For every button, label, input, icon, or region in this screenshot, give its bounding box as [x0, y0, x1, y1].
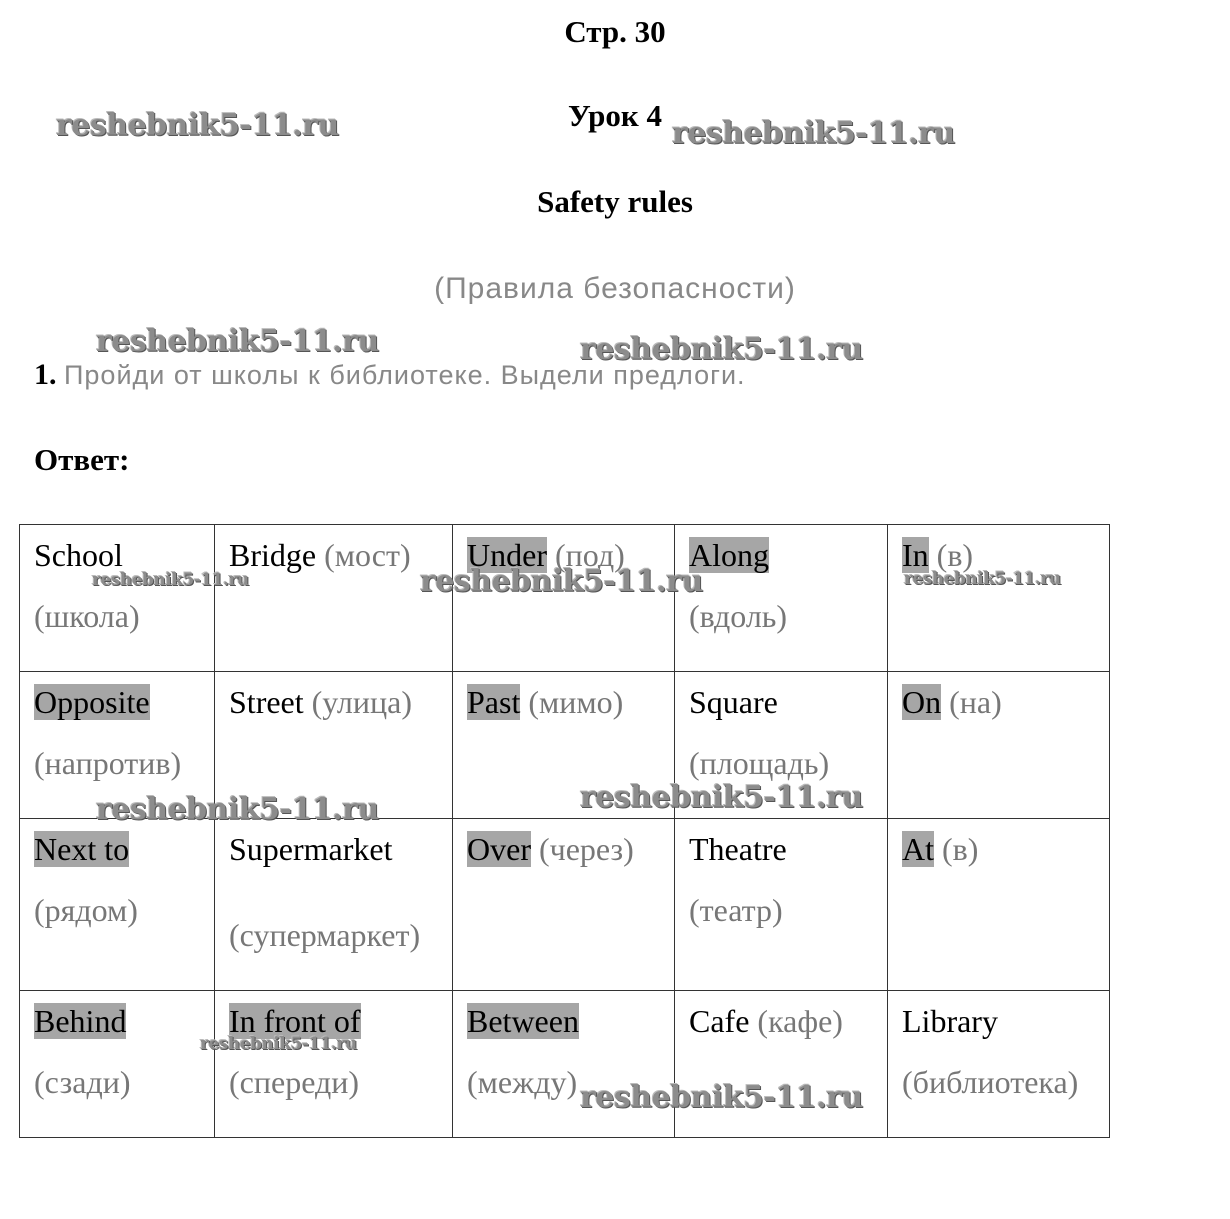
table-row — [20, 819, 1110, 991]
table-cell — [215, 819, 453, 991]
cell-word-en: Over — [467, 831, 531, 867]
table-cell — [675, 525, 888, 672]
cell-word-en: School — [34, 537, 123, 573]
cell-word-ru: (рядом) — [34, 892, 138, 928]
watermark: reshebnik5-11.ru — [580, 332, 863, 367]
watermark: reshebnik5-11.ru — [96, 792, 379, 827]
cell-word-ru: (улица) — [311, 684, 412, 720]
cell-word-ru: (супермаркет) — [229, 917, 421, 953]
watermark: reshebnik5-11.ru — [672, 116, 955, 151]
cell-word-en: Between — [467, 1003, 579, 1039]
cell-word-en: Bridge — [229, 537, 317, 573]
table-cell — [215, 525, 453, 672]
cell-word-en: Cafe — [689, 1003, 750, 1039]
task-text: Пройди от школы к библиотеке. Выдели предлоги. — [64, 360, 746, 390]
cell-word-ru: (между) — [467, 1064, 578, 1100]
table-cell — [675, 819, 888, 991]
watermark: reshebnik5-11.ru — [96, 324, 379, 359]
table-cell — [675, 991, 888, 1138]
cell-word-ru: (в) — [942, 831, 979, 867]
cell-word-ru: (площадь) — [689, 745, 830, 781]
cell-word-ru: (на) — [949, 684, 1002, 720]
table-cell — [20, 991, 215, 1138]
cell-word-ru: (спереди) — [229, 1064, 360, 1100]
cell-word-en: Past — [467, 684, 521, 720]
table-cell — [888, 819, 1110, 991]
watermark: reshebnik5-11.ru — [56, 108, 339, 143]
watermark: reshebnik5-11.ru — [420, 564, 703, 599]
table-cell — [453, 991, 675, 1138]
cell-word-en: Library — [902, 1003, 998, 1039]
watermark: reshebnik5-11.ru — [92, 570, 249, 590]
watermark: reshebnik5-11.ru — [200, 1034, 357, 1054]
cell-word-en: In — [902, 537, 929, 573]
cell-word-en: Behind — [34, 1003, 127, 1039]
cell-word-en: Along — [689, 537, 769, 573]
page-subtitle: (Правила безопасности) — [434, 272, 796, 305]
cell-word-en: Under — [467, 537, 547, 573]
cell-word-ru: (театр) — [689, 892, 783, 928]
cell-word-ru: (мост) — [324, 537, 411, 573]
page-title: Safety rules — [537, 184, 693, 219]
cell-word-ru: (кафе) — [757, 1003, 843, 1039]
cell-word-ru: (напротив) — [34, 745, 182, 781]
table-cell — [888, 525, 1110, 672]
cell-word-ru: (под) — [554, 537, 625, 573]
watermark: reshebnik5-11.ru — [904, 569, 1061, 589]
lesson-title: Урок 4 — [567, 98, 663, 133]
table-cell — [215, 991, 453, 1138]
cell-word-ru: (вдоль) — [689, 598, 788, 634]
answer-label: Ответ: — [34, 442, 130, 477]
cell-word-ru: (сзади) — [34, 1064, 131, 1100]
table-cell — [20, 819, 215, 991]
table-cell — [453, 819, 675, 991]
cell-word-en: Supermarket — [229, 831, 393, 867]
cell-word-ru: (в) — [936, 537, 974, 573]
cell-word-ru: (школа) — [34, 598, 140, 634]
cell-word-en: Next to — [34, 831, 130, 867]
cell-word-en: Square — [689, 684, 778, 720]
table-cell — [888, 672, 1110, 819]
cell-word-en: Street — [229, 684, 304, 720]
cell-word-en: On — [902, 684, 942, 720]
table-row — [20, 991, 1110, 1138]
cell-word-en: Opposite — [34, 684, 150, 720]
cell-word-en: Theatre — [689, 831, 787, 867]
cell-word-en: At — [902, 831, 934, 867]
page-number: Стр. 30 — [564, 14, 666, 49]
cell-word-ru: (мимо) — [528, 684, 624, 720]
watermark: reshebnik5-11.ru — [580, 1080, 863, 1115]
cell-word-ru: (библиотека) — [902, 1064, 1079, 1100]
cell-word-en: In front of — [229, 1003, 361, 1039]
table-cell — [20, 525, 215, 672]
prepositions-table — [19, 524, 1110, 1138]
cell-word-ru: (через) — [538, 831, 634, 867]
task-number: 1. — [34, 358, 57, 391]
table-cell — [888, 991, 1110, 1138]
watermark: reshebnik5-11.ru — [580, 780, 863, 815]
